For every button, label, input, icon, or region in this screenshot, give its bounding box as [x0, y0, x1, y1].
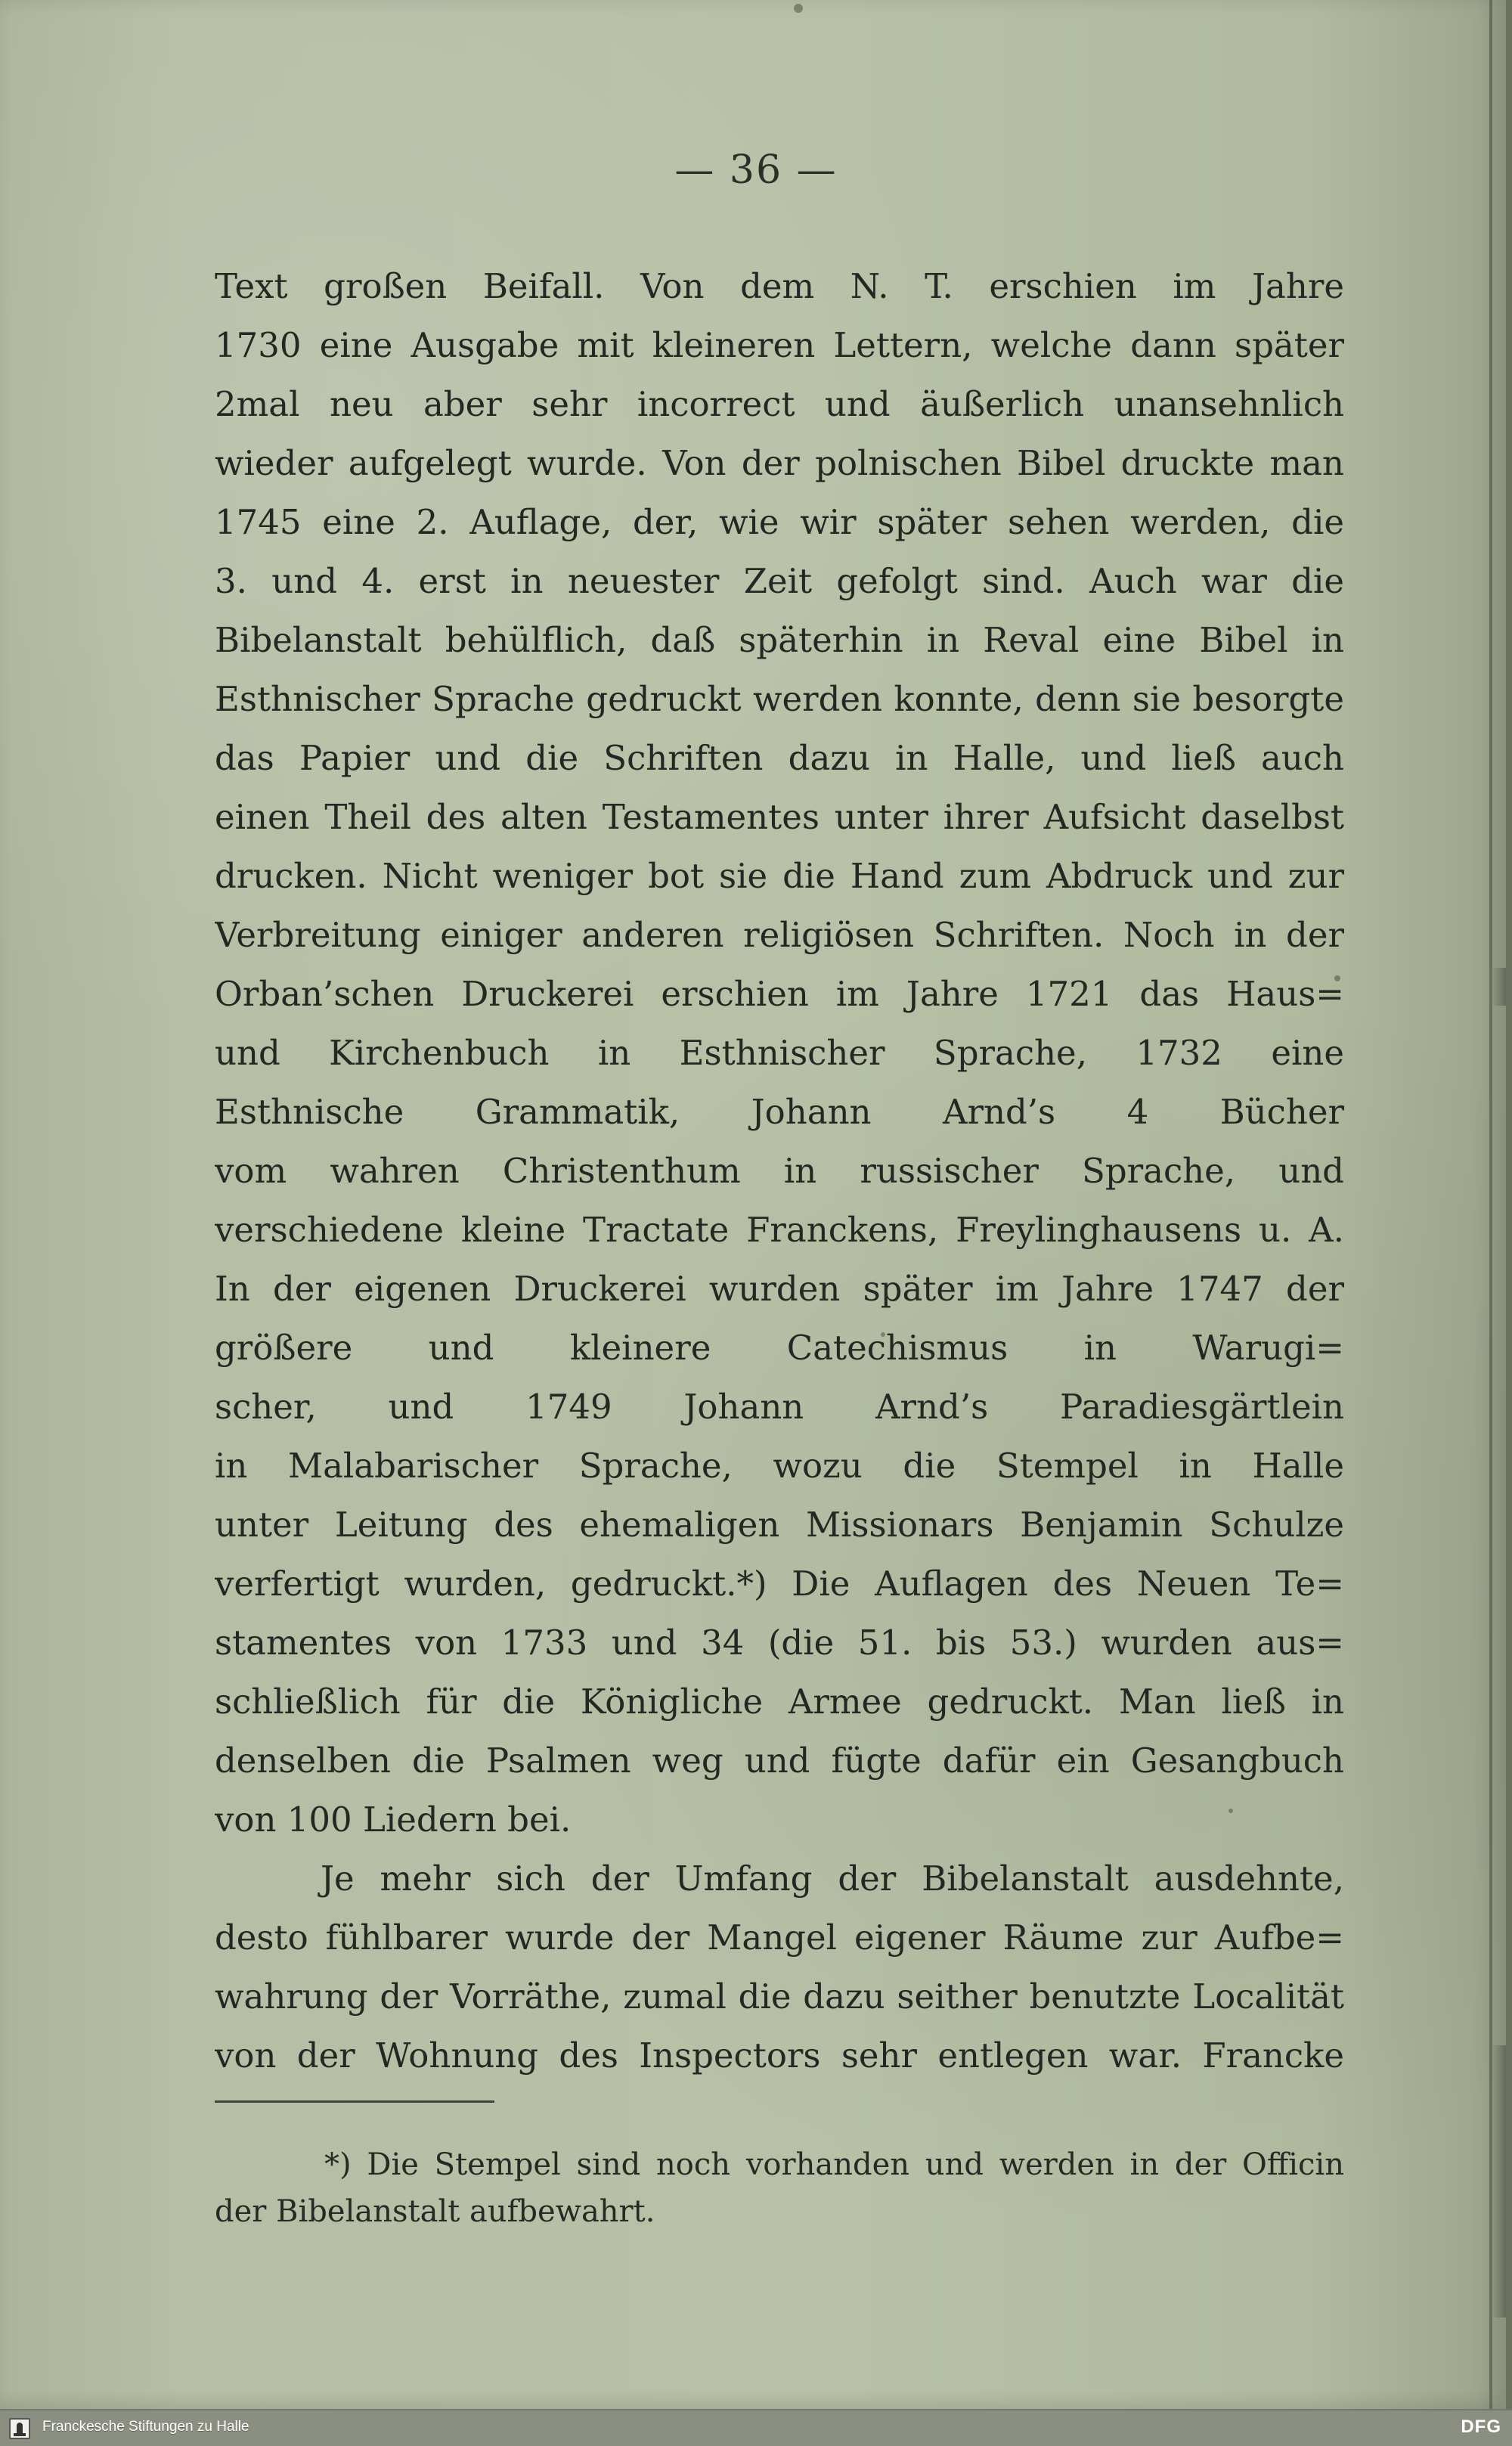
body-line: wahrung der Vorräthe, zumal die dazu seither benutzte Localität: [215, 1976, 1344, 2017]
body-line: schließlich für die Königliche Armee gedruckt. Man ließ in: [215, 1682, 1344, 1722]
footnotes: [215, 2141, 1344, 2235]
body-line: vom wahren Christenthum in russischer Sprache, und: [215, 1151, 1344, 1191]
body-line: wieder aufgelegt wurde. Von der polnischen Bibel druckte man: [215, 443, 1344, 483]
paper-edge-damage: [1492, 968, 1506, 1006]
body-line: Verbreitung einiger anderen religiösen Schriften. Noch in der: [215, 915, 1344, 955]
body-line: 3. und 4. erst in neuester Zeit gefolgt sind. Auch war die: [215, 561, 1344, 601]
body-line: 1730 eine Ausgabe mit kleineren Lettern, welche dann später: [215, 325, 1344, 365]
body-line: desto fühlbarer wurde der Mangel eigener Räume zur Aufbe=: [215, 1917, 1344, 1958]
paper-speck: [794, 4, 803, 13]
body-line: und Kirchenbuch in Esthnischer Sprache, 1732 eine: [215, 1033, 1344, 1073]
body-line: das Papier und die Schriften dazu in Halle, und ließ auch: [215, 738, 1344, 778]
body-line: scher, und 1749 Johann Arnd’s Paradiesgärtlein: [215, 1387, 1344, 1427]
body-line: von der Wohnung des Inspectors sehr entlegen war. Francke: [215, 2035, 1344, 2076]
body-line: von 100 Liedern bei.: [215, 1800, 572, 1840]
body-line: stamentes von 1733 und 34 (die 51. bis 53.) wurden aus=: [215, 1623, 1344, 1663]
body-line: drucken. Nicht weniger bot sie die Hand zum Abdruck und zur: [215, 856, 1344, 896]
body-line: unter Leitung des ehemaligen Missionars Benjamin Schulze: [215, 1505, 1344, 1545]
body-line: denselben die Psalmen weg und fügte dafür ein Gesangbuch: [215, 1741, 1344, 1781]
body-line: Je mehr sich der Umfang der Bibelanstalt ausdehnte,: [321, 1859, 1344, 1899]
body-line: Esthnische Grammatik, Johann Arnd’s 4 Bücher: [215, 1092, 1344, 1132]
body-line: Orban’schen Druckerei erschien im Jahre 1721 das Haus=: [215, 974, 1344, 1014]
body-line: verschiedene kleine Tractate Franckens, Freylinghausens u. A.: [215, 1210, 1344, 1250]
body-line: Text großen Beifall. Von dem N. T. erschien im Jahre: [215, 266, 1344, 306]
body-line: Bibelanstalt behülflich, daß späterhin in Reval eine Bibel in: [215, 620, 1344, 660]
footnote-line: der Bibelanstalt aufbewahrt.: [215, 2194, 655, 2229]
viewer-footer: [0, 2409, 1512, 2446]
body-line: einen Theil des alten Testamentes unter ihrer Aufsicht daselbst: [215, 797, 1344, 837]
body-line: verfertigt wurden, gedruckt.*) Die Auflagen des Neuen Te=: [215, 1564, 1344, 1604]
page-number: — 36 —: [674, 147, 838, 193]
institution-logo-icon: [9, 2418, 30, 2439]
body-line: In der eigenen Druckerei wurden später im Jahre 1747 der: [215, 1269, 1344, 1309]
source-label: Franckesche Stiftungen zu Halle: [42, 2419, 249, 2435]
body-line: größere und kleinere Catechismus in Warugi=: [215, 1328, 1344, 1368]
dfg-logo: DFG: [1461, 2417, 1501, 2437]
body-line: 1745 eine 2. Auflage, der, wie wir später sehen werden, die: [215, 502, 1344, 542]
body-line: Esthnischer Sprache gedruckt werden konnte, denn sie besorgte: [215, 679, 1344, 719]
body-line: in Malabarischer Sprache, wozu die Stempel in Halle: [215, 1446, 1344, 1486]
footnote-separator: [215, 2100, 494, 2103]
body-text: [215, 257, 1344, 2085]
paper-edge-damage: [1492, 2045, 1506, 2317]
footnote-line: *) Die Stempel sind noch vorhanden und werden in der Officin: [324, 2147, 1344, 2182]
body-line: 2mal neu aber sehr incorrect und äußerlich unansehnlich: [215, 384, 1344, 424]
